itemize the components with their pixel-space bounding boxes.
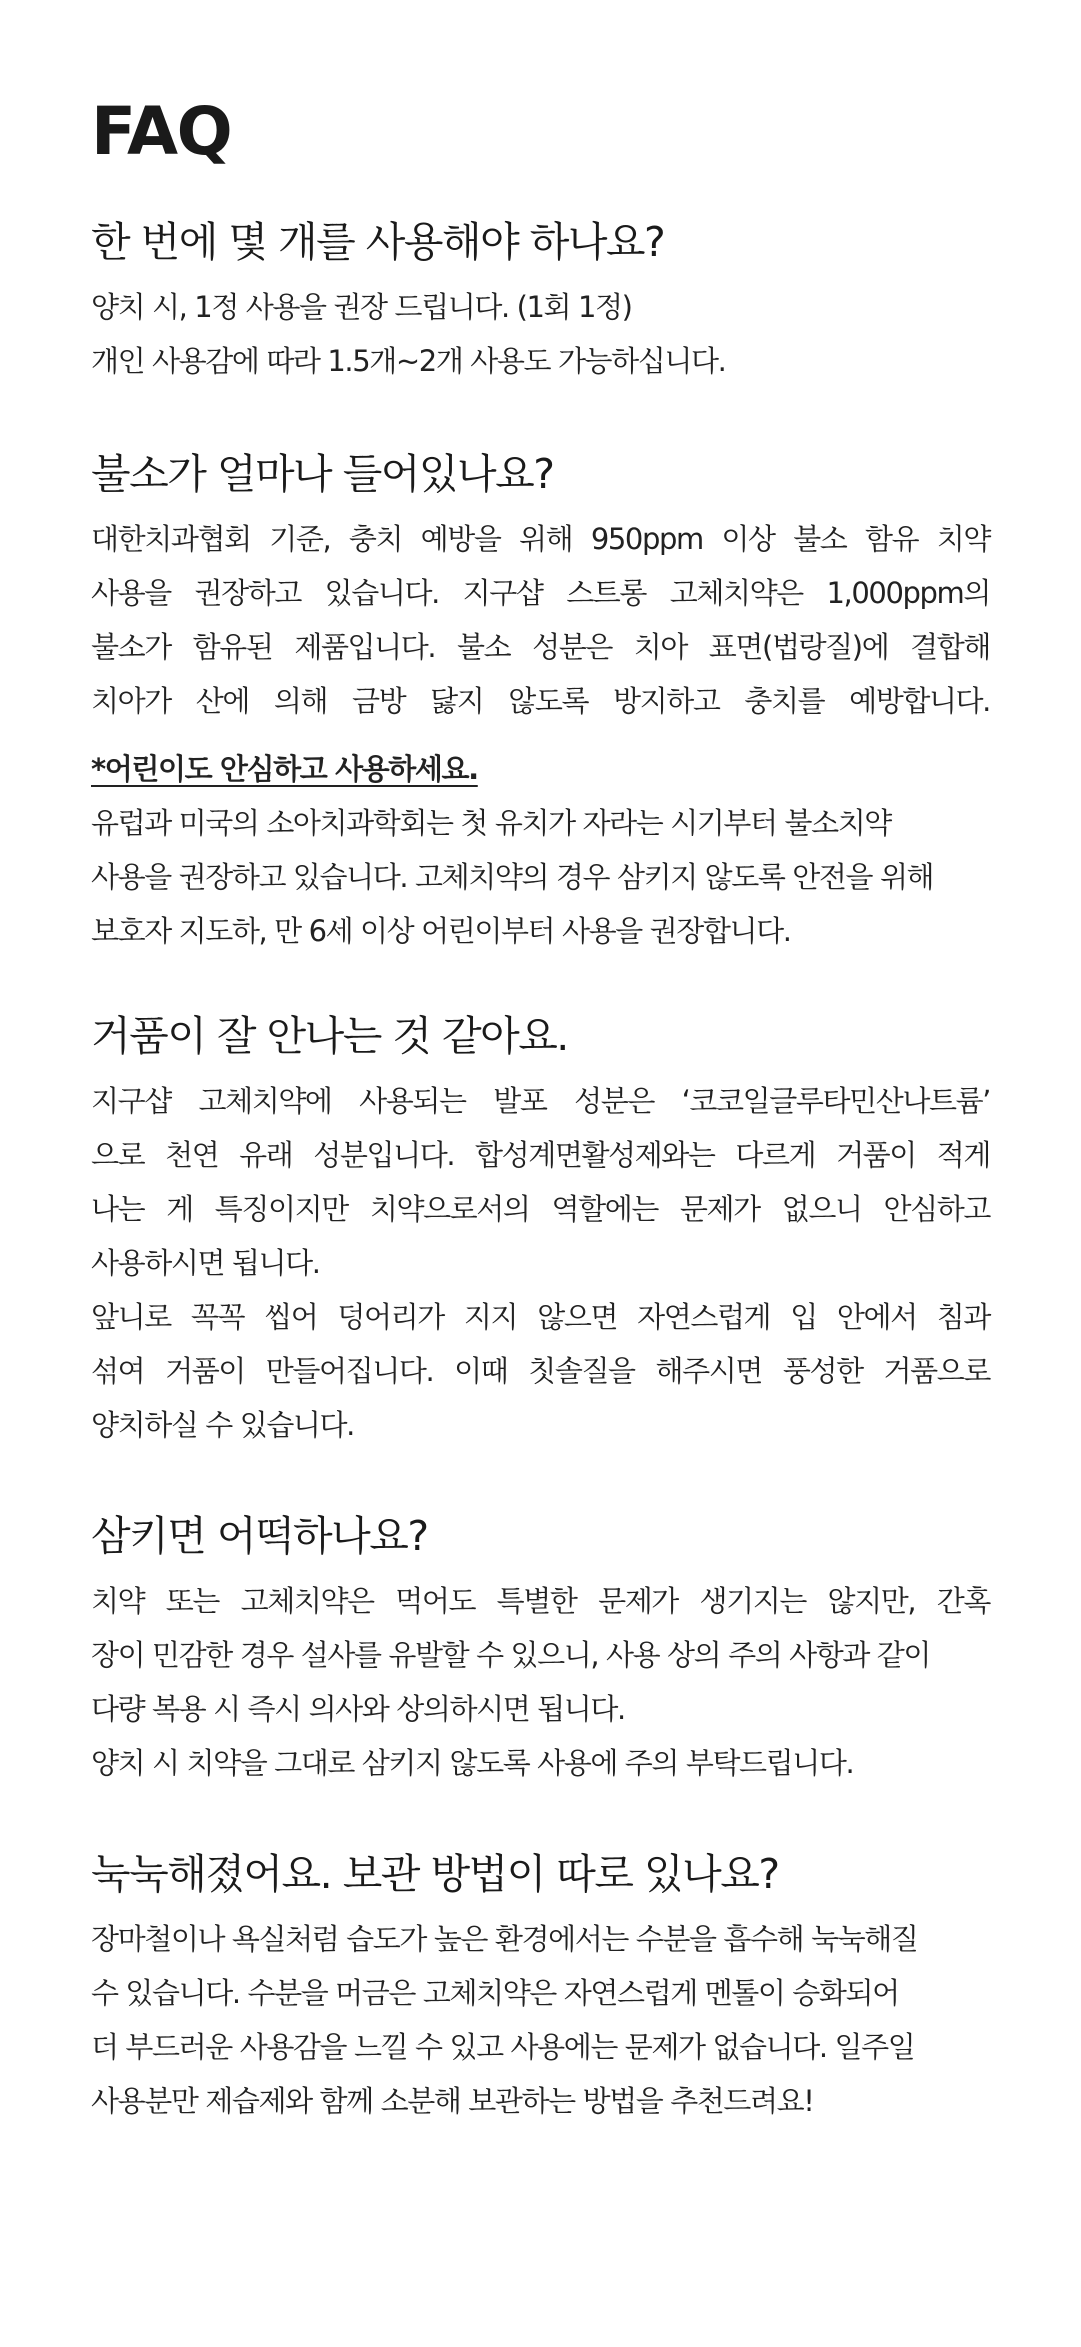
answer-line: 대한치과협회 기준, 충치 예방을 위해 950ppm 이상 불소 함유 치약 bbox=[91, 522, 990, 556]
answer-line: 보호자 지도하, 만 6세 이상 어린이부터 사용을 권장합니다. bbox=[91, 914, 791, 948]
answer-line: 치아가 산에 의해 금방 닳지 않도록 방지하고 충치를 예방합니다. bbox=[91, 684, 990, 718]
page-title: FAQ bbox=[91, 93, 232, 170]
faq-question: 눅눅해졌어요. 보관 방법이 따로 있나요? bbox=[91, 1850, 779, 1898]
answer-line: 수 있습니다. 수분을 머금은 고체치약은 자연스럽게 멘톨이 승화되어 bbox=[91, 1976, 899, 2010]
faq-note-block bbox=[91, 742, 990, 958]
answer-line: 섞여 거품이 만들어집니다. 이때 칫솔질을 해주시면 풍성한 거품으로 bbox=[91, 1354, 990, 1388]
answer-line: 더 부드러운 사용감을 느낄 수 있고 사용에는 문제가 없습니다. 일주일 bbox=[91, 2030, 915, 2064]
faq-answer bbox=[91, 512, 990, 728]
faq-answer bbox=[91, 280, 990, 388]
answer-line: 장이 민감한 경우 설사를 유발할 수 있으니, 사용 상의 주의 사항과 같이 bbox=[91, 1638, 931, 1672]
answer-line: 개인 사용감에 따라 1.5개~2개 사용도 가능하십니다. bbox=[91, 344, 726, 378]
answer-line: 으로 천연 유래 성분입니다. 합성계면활성제와는 다르게 거품이 적게 bbox=[91, 1138, 990, 1172]
answer-line: 장마철이나 욕실처럼 습도가 높은 환경에서는 수분을 흡수해 눅눅해질 bbox=[91, 1922, 918, 1956]
faq-item-swallow bbox=[91, 1508, 990, 1790]
answer-line: 유럽과 미국의 소아치과학회는 첫 유치가 자라는 시기부터 불소치약 bbox=[91, 806, 891, 840]
faq-question: 불소가 얼마나 들어있나요? bbox=[91, 450, 554, 498]
faq-question: 거품이 잘 안나는 것 같아요. bbox=[91, 1012, 568, 1060]
faq-item-dosage bbox=[91, 214, 990, 388]
answer-line: 사용을 권장하고 있습니다. 고체치약의 경우 삼키지 않도록 안전을 위해 bbox=[91, 860, 934, 894]
answer-line: 나는 게 특징이지만 치약으로서의 역할에는 문제가 없으니 안심하고 bbox=[91, 1192, 990, 1226]
faq-item-fluoride bbox=[91, 446, 990, 958]
answer-line: 양치 시 치약을 그대로 삼키지 않도록 사용에 주의 부탁드립니다. bbox=[91, 1746, 854, 1780]
answer-line: 사용을 권장하고 있습니다. 지구샵 스트롱 고체치약은 1,000ppm의 bbox=[91, 576, 990, 610]
faq-question: 삼키면 어떡하나요? bbox=[91, 1512, 428, 1560]
answer-line: 앞니로 꼭꼭 씹어 덩어리가 지지 않으면 자연스럽게 입 안에서 침과 bbox=[91, 1300, 990, 1334]
answer-line: 불소가 함유된 제품입니다. 불소 성분은 치아 표면(법랑질)에 결합해 bbox=[91, 630, 990, 664]
answer-line: 양치하실 수 있습니다. bbox=[91, 1408, 354, 1442]
faq-question: 한 번에 몇 개를 사용해야 하나요? bbox=[91, 218, 665, 266]
faq-item-storage bbox=[91, 1846, 990, 2128]
faq-note-heading: *어린이도 안심하고 사용하세요. bbox=[91, 752, 478, 786]
faq-answer bbox=[91, 1912, 990, 2128]
answer-line: 양치 시, 1정 사용을 권장 드립니다. (1회 1정) bbox=[91, 290, 632, 324]
answer-line: 치약 또는 고체치약은 먹어도 특별한 문제가 생기지는 않지만, 간혹 bbox=[91, 1584, 990, 1618]
answer-line: 사용하시면 됩니다. bbox=[91, 1246, 320, 1280]
faq-answer bbox=[91, 1574, 990, 1790]
answer-line: 다량 복용 시 즉시 의사와 상의하시면 됩니다. bbox=[91, 1692, 625, 1726]
faq-item-foam bbox=[91, 1008, 990, 1452]
faq-answer bbox=[91, 1074, 990, 1452]
answer-line: 사용분만 제습제와 함께 소분해 보관하는 방법을 추천드려요! bbox=[91, 2084, 814, 2118]
answer-line: 지구샵 고체치약에 사용되는 발포 성분은 ‘코코일글루타민산나트륨’ bbox=[91, 1084, 990, 1118]
